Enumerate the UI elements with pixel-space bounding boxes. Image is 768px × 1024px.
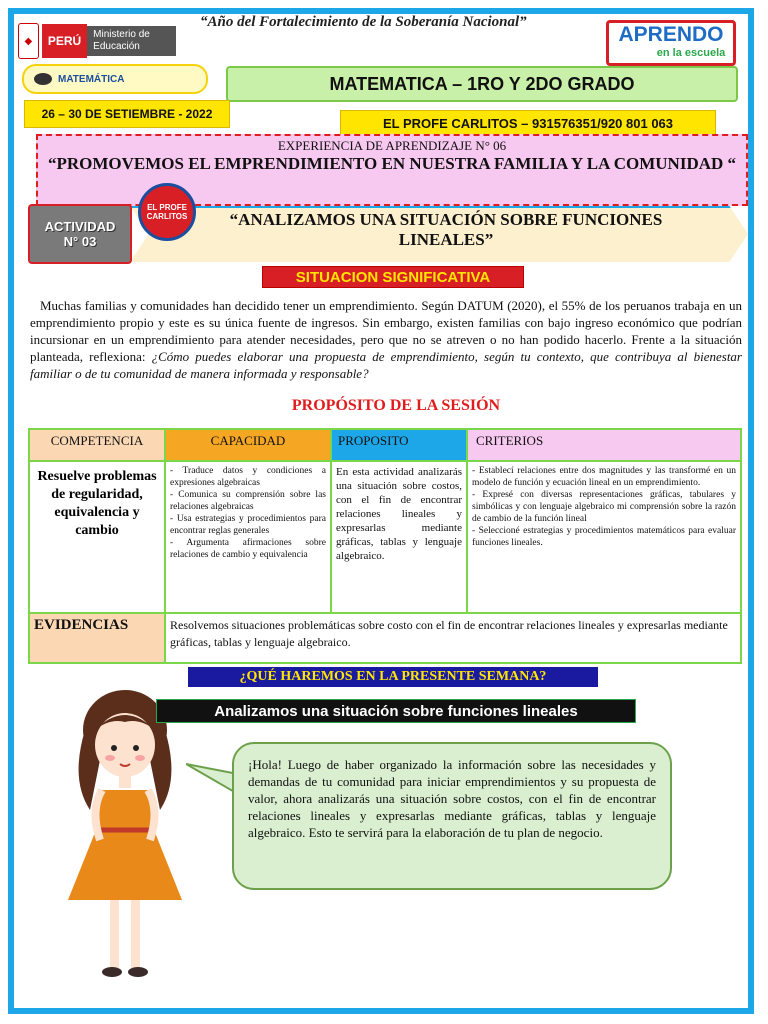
activity-badge-label: ACTIVIDAD [44, 219, 116, 234]
evidence-text: Resolvemos situaciones problemáticas sobre costo con el fin de encontrar relaciones lineales y expresarlas mediante gráficas, tablas y lenguaje algebraico. [165, 613, 741, 663]
activity-title: “ANALIZAMOS UNA SITUACIÓN SOBRE FUNCIONES LINEALES” [229, 210, 663, 249]
subject-logo-label: MATEMÁTICA [58, 73, 125, 85]
header-criterios: CRITERIOS [467, 429, 741, 461]
activity-badge-number: N° 03 [63, 234, 97, 249]
situation-text [30, 297, 742, 382]
ministry-logo [18, 20, 176, 62]
cell-criterios: - Establecí relaciones entre dos magnitudes y las transformé en un modelo de función y ecuación lineal en un emprendimiento. - Expresé con diversas representaciones gráficas, tabulares y simbólicas y con lenguaje algebraico mi comprensión sobre la razón de cambio de la función lineal - Seleccioné estrategias y procedimientos matemáticos para evaluar funciones lineales. [467, 461, 741, 613]
subject-logo [22, 64, 208, 94]
cell-proposito: En esta actividad analizarás una situación sobre costos, con el fin de encontrar relaciones lineales y expresarlas mediante gráficas, tablas y lenguaje algebraico. [331, 461, 467, 613]
aprendo-logo [606, 20, 736, 66]
girl-illustration [30, 690, 220, 990]
ministry-country: PERÚ [42, 24, 87, 58]
profe-seal [138, 183, 196, 241]
aprendo-title: APRENDO [618, 23, 724, 46]
experience-label: EXPERIENCIA DE APRENDIZAJE N° 06 [277, 138, 507, 153]
evidence-label: EVIDENCIAS [29, 613, 165, 663]
date-range: 26 – 30 DE SETIEMBRE - 2022 [24, 100, 230, 128]
speech-bubble: ¡Hola! Luego de haber organizado la información sobre las necesidades y demandas de tu comunidad para iniciar emprendimientos y su propuesta de valor, ahora analizarás una situación sobre costos, con el fin de encontrar relaciones lineales y expresarlas mediante gráficas, tablas y lenguaje algebraico. Esto te servirá para la elaboración de tu plan de negocio. [232, 742, 672, 890]
page-title: MATEMATICA – 1RO Y 2DO GRADO [226, 66, 738, 102]
eye-icon [34, 73, 52, 85]
year-motto: “Año del Fortalecimiento de la Soberanía Nacional” [200, 14, 527, 30]
header-capacidad: CAPACIDAD [165, 429, 331, 461]
cell-capacidad: - Traduce datos y condiciones a expresiones algebraicas - Comunica su comprensión sobre las relaciones algebraicas - Usa estrategias y procedimientos para encontrar reglas generales - Argumenta afirmaciones sobre relaciones de cambio y equivalencia [165, 461, 331, 613]
purpose-heading: PROPÓSITO DE LA SESIÓN [291, 397, 501, 414]
cell-competencia: Resuelve problemas de regularidad, equivalencia y cambio [29, 461, 165, 613]
activity-badge [28, 204, 132, 264]
profe-seal-text: EL PROFE CARLITOS [146, 203, 188, 221]
ministry-name: Ministerio de Educación [87, 26, 176, 56]
purpose-table [28, 428, 742, 664]
header-proposito: PROPOSITO [331, 429, 467, 461]
experience-title: “PROMOVEMOS EL EMPRENDIMIENTO EN NUESTRA FAMILIA Y LA COMUNIDAD “ [47, 154, 737, 173]
speech-bubble-tail [186, 758, 238, 798]
aprendo-subtitle: en la escuela [656, 47, 726, 59]
situation-question: ¿Cómo puedes elaborar una propuesta de emprendimiento, según tu contexto, que contribuya al bienestar familiar o de tu comunidad de manera informada y responsable? [30, 349, 742, 381]
situation-body: Muchas familias y comunidades han decidido tener un emprendimiento. Según DATUM (2020), el 55% de los peruanos trabaja en un emprendimiento propio y este es su única fuente de ingresos. Sin embargo, existen familias con bajo ingreso económico que podrían incursionar en un emprendimiento para atender necesidades, pero que no se atreven o no han podido hacerlo. Frente a la situación planteada, reflexiona: [30, 298, 742, 364]
header-competencia: COMPETENCIA [29, 429, 165, 461]
teacher-contact: EL PROFE CARLITOS – 931576351/920 801 063 [340, 110, 716, 136]
situation-heading: SITUACION SIGNIFICATIVA [262, 266, 524, 288]
week-subheading: Analizamos una situación sobre funciones lineales [156, 699, 636, 723]
peru-shield-icon: ◆ [18, 23, 39, 59]
week-heading: ¿QUÉ HAREMOS EN LA PRESENTE SEMANA? [188, 667, 598, 687]
